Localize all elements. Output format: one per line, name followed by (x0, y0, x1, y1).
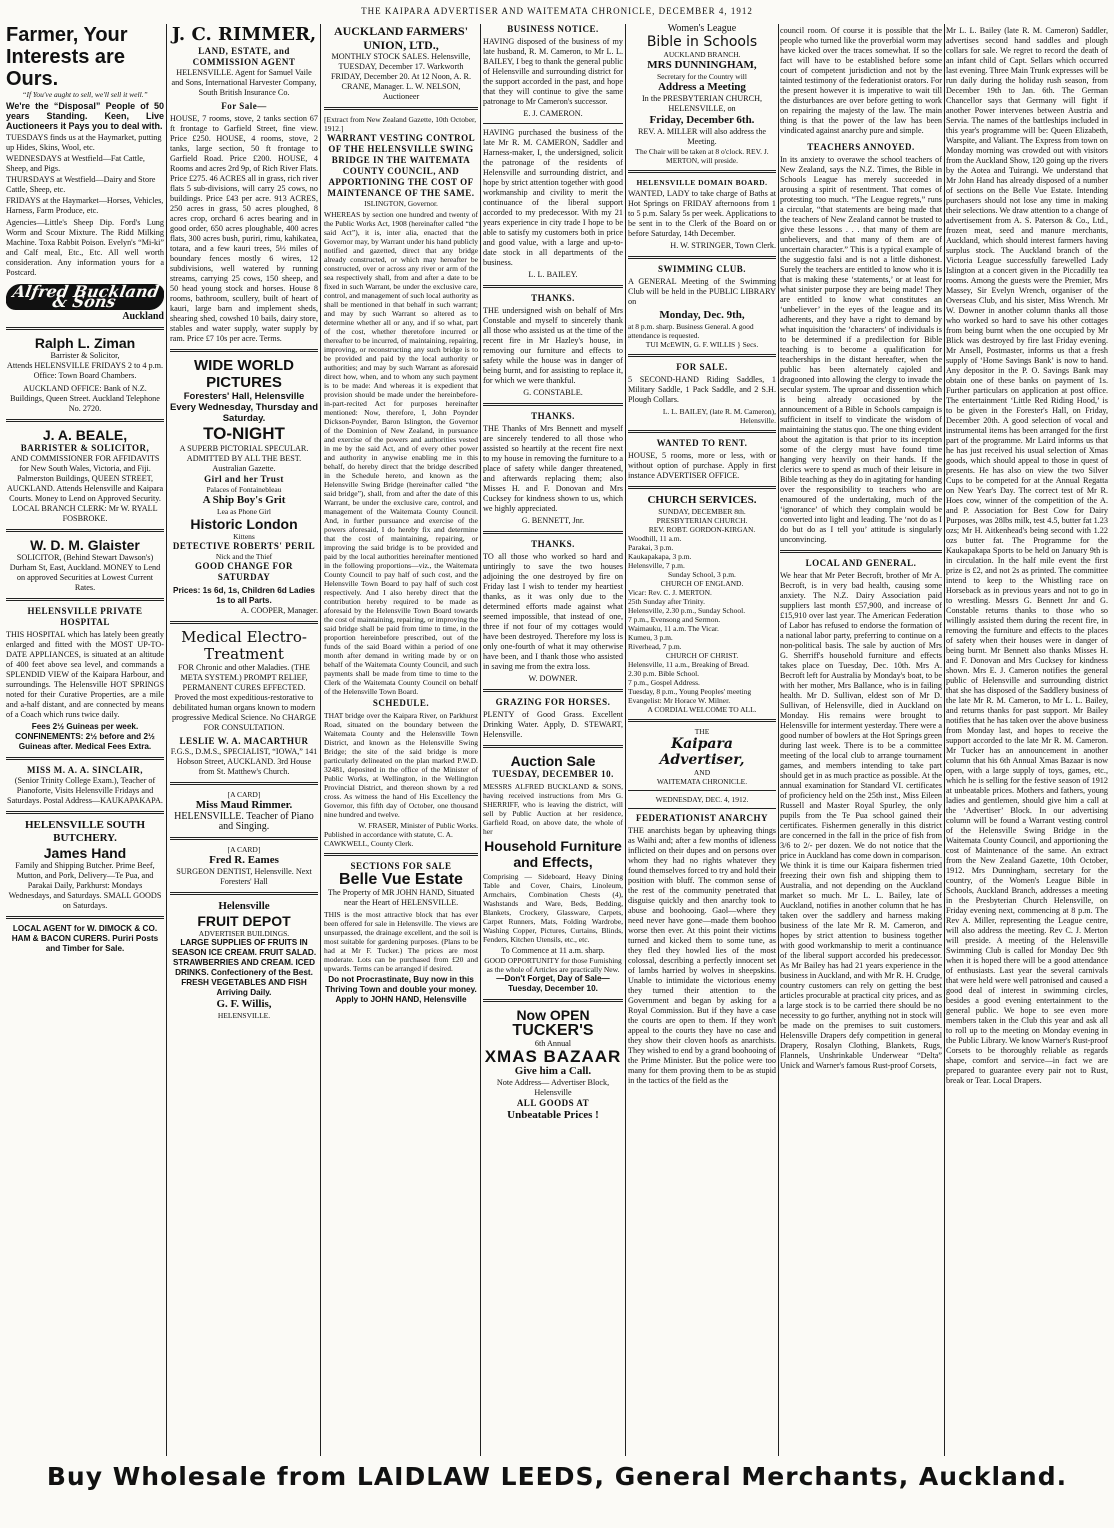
church-list-item: Helensville, 11 a.m., Breaking of Bread. (628, 660, 749, 669)
league-role: Secretary for the Country will (657, 72, 747, 81)
thanks-signature: W. DOWNER. (528, 674, 578, 683)
bellevue-title: Belle Vue Estate (339, 871, 463, 888)
ziman-role: Barrister & Solicitor, (50, 351, 120, 360)
column-rule (480, 24, 481, 1456)
bazaar-call: Give him a Call. (514, 1065, 592, 1077)
bailey-notice-text: HAVING purchased the business of the late Mr R. M. CAMERON, Saddler and Harness-maker, I, the undersigned, solicit the patronage of the residents of Helensville and surrounding district, and hope by strict attention together with good workmanship and civility to merit the continuance of the liberal support accorded to my predecessor. With my 21 years experience in city trade I hope to be able to satisfy my customers both in price and good value, with a large and up-to-date stock in all departments of the business. (483, 128, 623, 267)
teachers-title: TEACHERS ANNOYED. (807, 142, 915, 152)
swim-date: Monday, Dec. 9th, (659, 309, 745, 321)
rent-text: HOUSE, 5 rooms, more or less, with or without option of purchase. Apply in first instance ADVERTISER OFFICE. (628, 451, 776, 480)
business-notice-signature: E. J. CAMERON. (523, 109, 583, 118)
league-kicker: Women's League (667, 24, 737, 34)
paper-and: AND (693, 768, 711, 777)
rimmer-body: HELENSVILLE. Agent for Samuel Vaile and Sons, International Harvester Company, South British Insurance Co. (171, 68, 317, 97)
bazaar-open: Now OPEN (516, 1007, 590, 1023)
depot-owner: G. F. Willis, (216, 998, 272, 1010)
league-name: MRS DUNNINGHAM, (647, 59, 757, 71)
church-list-item: 25th Sunday after Trinity. (628, 597, 706, 606)
bailey-notice-signature: L. L. BAILEY. (528, 270, 578, 279)
swim-text: A GENERAL Meeting of the Swimming Club will be held in the PUBLIC LIBRARY on (628, 277, 776, 306)
gazette-head: [Extract from New Zealand Gazette, 10th October, 1912.] (324, 115, 477, 133)
swim-time: at 8 p.m. sharp. Business General. A good attendance is requested. (628, 322, 754, 340)
church-title: CHURCH SERVICES. (647, 494, 757, 506)
maud-rimmer-name: Miss Maud Rimmer. (195, 799, 293, 811)
league-miller: REV. A. MILLER will also address the Meeting. (637, 127, 767, 146)
paper-the: THE (694, 727, 710, 736)
column-rule (944, 24, 945, 1456)
beale-role: BARRISTER & SOLICITOR, (20, 443, 150, 453)
church-christ: CHURCH OF CHRIST. (665, 651, 739, 660)
sale-title: FOR SALE. (676, 362, 728, 372)
depot-body: LARGE SUPPLIES OF FRUITS IN SEASON ICE CREAM. FRUIT SALAD. STRAWBERRIES AND CREAM. ICED DRINKS. Confectionery of the Best. FRESH VEGETABLES AND FISH Arriving Daily. (171, 938, 317, 997)
sales-item: TUESDAYS finds us at the Haymarket, putting up Hides, Skins, Wool, etc. (6, 133, 162, 152)
maud-rimmer-body: HELENSVILLE. Teacher of Piano and Singing. (174, 811, 314, 832)
schedule-title: SCHEDULE. (372, 698, 430, 708)
depot-owner-place: HELENSVILLE. (217, 1011, 271, 1020)
church-england: CHURCH OF ENGLAND. (660, 579, 744, 588)
local-notes: Mr L. L. Bailey (late R. M. Cameron) Saddler, advertises second hand saddles and plough collars for sale. We regret to record the death of an infant child of Capt. Sellars which occurred last evening. Three Main Trunk expresses will be run daily during the holiday rush season, from December 19th to Jan. 6th. The German Chancellor says that Germany will fight if another Power intervenes between Austria and Servia. The names of the battleships included in this year's programme will be: Queen Elizabeth, Warspite, and Valiant. The Express from town on Monday morning was crowded out with visitors from the Auckland Show, 120 going up the rivers by the Aotea and Tuirangi. We understand that Mr John Hand has already disposed of a number of sections on the Belle Vue Estate. Intending purchasers should not lose any time in making their selections. We draw attention to a change of advertisement from A. S. Paterson & Co., Ltd., frozen meat, seed and manure merchants, Auckland, which should interest farmers having surplus stock. The Auckland branch of the Victoria League successfully farewelled Lady Islington at a concert given in the Piccadilly tea rooms. Among the guests were the Premier, Mrs Massey, Sir Evelyn Wrench, organiser of the Overseas Club, and his sister, Miss Wrench. Mr W. Downer in another column thanks all those who worked so hard to save his other cottages from being burnt when the one occupied by Mr Blick was destroyed by fire last Friday evening. Mr Ansell, Postmaster, informs us that a fresh supply of ‘Home Savings Bank’ is now to hand. Any depositor in the P. O. Savings Bank may obtain one of these banks on payment of 1s. Further particulars on application at post office. The entertainment ‘Little Red Riding Hood,’ is to be given in the Forester's Hall, on Friday, December 20th. A good selection of vocal and instrumental items has been arranged for the first part of the programme. Mr Laird informs us that he has just received his usual selection of Xmas goods, which should appeal to those in quest of presents. He has also on view the two Silver Cups to be competed for at the Annual Regatta on New Year's Day. The correct test of Mr R. Hoes cow, winner of the competition of the A. and P. Association for Best Cow for Dairy Purposes, was 28lbs milk, test 4.5, butter fat 1.23 ozs; Mr H. Aitkenhead's being second with 1.22 ozs butter fat. The Programme for the Kaukapakapa Sports to be held on January 9th is in circulation. In the half mile event the first prize is £2, and not 2s as printed. The committee intend to keep to the Whistling race on Horseback as in previous years and not to go in to wrestling. Messrs G. Bennett Jnr and G. Constable returns thanks to those who so willingly assisted them during the recent fire, in removing the furniture and effects to the places of safety when their houses were in danger of being burnt. Mr Bennett also thanks Misses H. and F. Donovan and Mrs Cucksey for kindness shown. Mrs E. J. Cameron notifies the general public of Helensville and surrounding district that she has disposed of the Saddlery business of the late Mr R. M. Cameron, to Mr L. L. Bailey, and returns thanks for past support. Mr Bailey notifies that he has taken over the above business from Monday last, and hopes to receive the support accorded to the late Mr R. M. Cameron. Mr Tucker has an announcement in another column that his 6th Annual Xmas Bazaar is now open, with a large supply of toys, games, etc., which he is selling for the festive season of 1912 at unbeatable prices. Mothers and fathers, young ladies and gentlemen, should give him a call at the ‘Advertiser’ Block. In our advertising column will be found a Warrant vesting control of the Helensville Swing Bridge in the Waitemata County Council, and apportioning the cost of Maintenance of the same. An extract from the New Zealand Gazette, 10th October, 1912. Mrs Dunningham, secretary for the country, of the Women's League Bible in Schools, Auckland Branch, addresses a meeting in the Presbyterian Church Helensville, on Friday evening next, commencing at 8 p.m. The Rev A. Miller, representing the League centre, will also address the meeting. Rev C. J. Merton will preside. A meeting of the Helensville Swimming Club is called for Monday Dec 9th when it is hoped there will be a good attendance of enthusiasts. Last year the several carnivals that were held were well patronised and caused a good deal of interest in swimming circles, besides a good evening entertainment to the general public. We hope to see even more members taken in the Club this year and ask all to roll up to the meeting on Monday evening in the Public Library. We know Warner's Rust-proof Corsets to be thoroughly reliable as regards shape, comfort and service—in fact we are prepared to guarantee every pair not to Rust, break or Tear. Local Drapers. (946, 26, 1108, 1085)
domain-text: WANTED, LADY to take charge of Baths at Hot Springs on FRIDAY afternoons from 1 to 5 p.m. Salary 5s per week. Applications to be sent in to the Clerk of the Board on or before Saturday, 14th December. (628, 189, 776, 238)
church-list-item: Woodhill, 11 a.m. (628, 534, 682, 543)
column-5 (628, 24, 776, 1456)
column-7 (946, 24, 1108, 1456)
thanks-signature: G. CONSTABLE. (523, 388, 583, 397)
church-list-item: Riverhead, 7 p.m. (628, 642, 682, 651)
church-list-item: Helensville, 7 p.m. (628, 561, 685, 570)
bazaar-name: TUCKER'S (512, 1022, 594, 1039)
business-notice-text: HAVING disposed of the business of my late husband, R. M. Cameron, to Mr L. L. BAILEY, I beg to thank the general public of Helensville and surrounding district for the support accorded in the past, and hope that they will continue to give the same patronage to Mr Cameron's successor. (483, 37, 623, 106)
sinclair-body: (Senior Trinity College Exam.), Teacher of Pianoforte, Visits Helensville Fridays and Saturdays. Postal Address—KAUKAPAKAPA. (7, 776, 163, 805)
gazette-governor: ISLINGTON, Governor. (364, 199, 438, 208)
bellevue-kicker: SECTIONS FOR SALE (350, 861, 452, 871)
business-notice-title: BUSINESS NOTICE. (507, 24, 599, 34)
domain-signature: H. W. STRINGER, Town Clerk. (670, 241, 776, 250)
column-6 (780, 24, 942, 1456)
schedule-text: THAT bridge over the Kaipara River, on Parkhurst Road, situated on the boundary between the Waitemata County and the Helensville Town District, and known as the Helensville Swing Bridge; the site of the said bridge is more particularly delineated on the plan marked P.W.D. 32481, deposited in the office of the Minister of Public Works, at Wellington, in the Wellington Provincial District, and thereon shown by a red cross. As witness the hand of His Excellency the Governor, this fifth day of October, one thousand nine hundred and twelve. (324, 711, 478, 819)
farmers-union-body: MONTHLY STOCK SALES. Helensville, TUESDAY, December 17. Warkworth FRIDAY, December 20. At 12 Noon, A. R. CRANE, Manager. L. W. NELSON, Auctioneer (330, 52, 472, 101)
church-list-item: Vicar: Rev. C. J. MERTON. (628, 588, 712, 597)
bazaar-annual: 6th Annual (534, 1039, 572, 1048)
farmers-union-title: AUCKLAND FARMERS' UNION, LTD., (333, 24, 469, 52)
masthead-date: DECEMBER 4, 1912 (658, 6, 753, 16)
bellevue-body: The Property of MR JOHN HAND, Situated near the Heart of HELENSVILLE. (327, 888, 475, 907)
church-list-item: 2.30 p.m. Bible School. (628, 669, 700, 678)
manager-name: A. COOPER, Manager. (240, 606, 318, 615)
church-list-item: Kumeu, 3 p.m. (628, 633, 673, 642)
paper-subtitle: WAITEMATA CHRONICLE. (656, 777, 748, 786)
column-4 (483, 24, 623, 1456)
rent-title: WANTED TO RENT. (656, 438, 748, 448)
bellevue-text: THIS is the most attractive block that has ever been offered for sale in Helensville. The views are unsurpassed, the drainage excellent, and the soil is most suitable for gardening purposes. (Plans to be had at Mr F. Tucker.) The prices are most moderate. Lots can be purchased from £20 and upwards. Terms can be arranged if desired. (324, 910, 478, 973)
domain-title: HELENSVILLE DOMAIN BOARD. (636, 178, 768, 187)
federationist-continued: council room. Of course it is possible that the people who turned like the proverbial worm may have kicked over the traces somewhat. If so the fact will have to be established before some court of competent jurisdiction and not by the tainted testimony of the federationist orators. For the present however it is imperative to wait till the disturbances are over before getting to work on repairing the majesty of the law. The main thing is that the power of the law has been vindicated against anarchy pure and simple. (780, 26, 942, 135)
depot-town: Helensville (218, 900, 270, 912)
macarthur-name: LESLIE W. A. MACARTHUR (179, 736, 309, 746)
thanks-title: THANKS. (531, 539, 575, 549)
ziman-office: AUCKLAND OFFICE: Bank of N.Z. Buildings, Queen Street. Auckland Telephone No. 2720. (10, 384, 160, 413)
property-listings: HOUSE, 7 rooms, stove, 2 tanks section 67 ft frontage to Garfield Street, fine view. Price £250. HOUSE, 4 rooms, stove, 2 tanks, large section, 50 ft frontage to Garfield Road. Price £200. HOUSE, 4 Rooms and acres 2rd 9p, of Rich River Flats. Price £275. 46 ACRES all in grass, rich river flats 5 sub-divisions, will carry 25 cows, no buildings. Price £43 per acre. 913 ACRES, 250 acres in grass, 50 acres ploughed, 8 acres crop, orchard 6 acres bearing and in good order, 650 acres ploughable, 400 acres flats, 300 acres bush, puriri, rimu, kahikatea, totara, and a few kauri trees, 5½ miles of boundary fences mostly 6 wires, 12 subdivisions, well watered by running streams, carrying 25 cows, 150 sheep, and 50 head young stock and horses. House 8 rooms, bathroom, scullery, built of heart of kauri, large barn and implement sheds, shearing shed, cowshed 10 bails, dairy store, stables and water supply, water supply by ram. Price £7 10s per acre. Terms. (170, 114, 318, 343)
church-list-item: 7 p.m., Evensong and Sermon. (628, 615, 721, 624)
church-list-item: Sunday School, 3 p.m. (668, 570, 736, 579)
thanks-title: THANKS. (531, 293, 575, 303)
bazaar-goods: ALL GOODS AT (516, 1098, 590, 1108)
card-label: [A CARD] (227, 790, 261, 799)
column-rule (166, 24, 167, 1456)
church-date: SUNDAY, DECEMBER 8th. (658, 507, 746, 516)
prices-text: Prices: 1s 6d, 1s, Children 6d Ladies 1s to all Parts. (173, 586, 315, 605)
butchery-body: Family and Shipping Butcher. Prime Beef, Mutton, and Pork, Delivery—Te Pua, and Parakai Daily, Parkhurst: Mondays Wednesdays, and Saturdays. SMALL GOODS on Saturdays. (8, 861, 162, 910)
farmer-body: We're the “Disposal” People of 50 years Standing. Keen, Live Auctioneers it Pays you to deal with. (6, 101, 164, 131)
auction-title: Auction Sale (510, 753, 596, 769)
auction-text: MESSRS ALFRED BUCKLAND & SONS, having received instructions from Mrs G. SHERRIFF, who is leaving the district, will sell by Public Auction at her residence, Garfield Road, on above date, the whole of her (483, 782, 623, 836)
auction-date: TUESDAY, DECEMBER 10. (492, 769, 614, 779)
thanks-text: THE undersigned wish on behalf of Mrs Constable and myself to sincerely thank all those who assisted us at the time of the recent fire in Mr Hazley's house, in removing our furniture and effects to safety while the house was in danger of being burnt, and for assisting to replace it, for which we were thankful. (483, 306, 623, 385)
thanks-title: THANKS. (531, 411, 575, 421)
household-text: Comprising — Sideboard, Heavy Dining Table and Cover, Chairs, Linoleum, Armchairs, Combination Chests (4), Washstands and Ware, Beds, Bedding, Blankets, Crockery, Glassware, Carpets, Carpet Runners, Mats, Folding Wardrobe, Washing Copper, Pictures, Curtains, Blinds, Fenders, Kitchen Utensils, etc., etc. (483, 872, 623, 944)
gazette-title: WARRANT VESTING CONTROL OF THE HELENSVILLE SWING BRIDGE IN THE WAITEMATA COUNTY COUNCIL, AND APPORTIONING THE COST OF MAINTENANCE OF THE SAME. (326, 133, 476, 198)
church-list-item: Waimauku, 11 a.m. The Vicar. (628, 624, 719, 633)
butchery-title: HELENSVILLE SOUTH BUTCHERY. (24, 819, 146, 844)
local-general-text: We hear that Mr Peter Becroft, brother of Mr A. Becroft, is in very bad health, causing some anxiety. The N.Z. Dairy Association paid suppliers last month £57,900, and increase of £15,910 over last year. The American Federation of Labor has refused to endorse the formation of a national labor party, preferring to continue on a non-political basis. The sale by auction of Mrs G. Sherriff's household furniture and effects takes place on Tuesday, Dec. 10th. Mrs A. Becroft left for Australia by Monday's boat, to be with her mother, Mrs Ballance, who is in failing health. Mr D. Sullivan, eldest son of Mr D. Sullivan, of Helensville, died in Auckland on Monday. His remains were brought to Helensville for interment yesterday. There were a good number of bowlers at the Hot Springs green during last week. There is to be a committee meeting of the local club to arrange tournament games, and members intending to take part should get in as much practice as possible. At the annual examination for Standard VI. certificates of proficiency held on the 25th inst., Miss Eileen Russell and Master Royal Spurley, the only pupils from the Te Pua school gained their certificates. Fishermen generally in this district are concerned in the fall in the price of fish from 3/6 to 2/- per dozen. We do not notice that the price in Auckland has come down in comparison. We think it is time our Kaipara fishermen tried freezing their own fish and shipping them to Australia, and not depending on the Auckland market so much. Mr L. L. Bailey, late of Auckland, notifies in another column that he has taken over the saddlery and harness making business of the late Mr R. M. Cameron, and hopes by strict attention to business together with good workmanship to merit a continuance of the liberal support accorded his predecessor. As Mr Bailey has had 21 years experience in the business in Auckland, and with Mr R. H. Crudge, country customers can rely on getting the best articles procurable at practical city prices, and as a large stock is to be carried there should be no necessity to go further, anything not in stock will be made on the premises to suit customers. Helensville Drapers defy competition in general Drapery, Rosalyn Clothing, Blankets, Rugs, Flannels, Unshrinkable Underwear “Delta” Unick and Warner's famous Rust-proof Corsets, (780, 571, 942, 1070)
film-item: Girl and her Trust (204, 474, 284, 484)
dimock-text: LOCAL AGENT for W. DIMOCK & CO. HAM & BACON CURERS. Puriri Posts and Timber for Sale. (11, 924, 159, 953)
sales-item: WEDNESDAYS at Westfield—Fat Cattle, Sheep, and Pigs. (6, 154, 145, 173)
film-item: Kittens (233, 532, 255, 541)
film-item: A Ship Boy's Grit (202, 494, 286, 506)
ziman-name: Ralph L. Ziman (34, 335, 136, 351)
league-date: Friday, December 6th. (649, 114, 755, 126)
eames-name: Fred R. Eames (209, 854, 279, 866)
rimmer-role: LAND, ESTATE, and COMMISSION AGENT (192, 46, 296, 67)
church-list-item: Helensville, 2.30 p.m., Sunday School. (628, 606, 746, 615)
league-title: Bible in Schools (646, 34, 758, 50)
film-item: Palaces of Fontainebleau (206, 485, 282, 494)
church-list-item: Parakai, 3 p.m. (628, 543, 674, 552)
church-list-item: A CORDIAL WELCOME TO ALL. (647, 705, 757, 714)
grazing-title: GRAZING FOR HORSES. (495, 697, 611, 707)
church-presbyterian-rev: REV. ROBT. GORDON-KIRGAN. (648, 525, 756, 534)
federationist-title: FEDERATIONIST ANARCHY (636, 813, 768, 823)
column-rule (625, 24, 626, 1456)
federationist-text: THE anarchists began by upheaving things as Waihi and; after a few months of idleness inflicted on their dupes and on persons over whom they had no rights whatever they found themselves forced to try and hold their position with bluff. The common sense of the rest of the community penetrated that disguise quickly and then anarchy took to abuse and boohooing. Gaol—where they need never have gone—made them boohoo worse then ever. At this point their victims turned and kicked them to some tune, as they fled they howled lies of the most colossal, describing a perfectly innocent set of lambs harried by wolves in sheepskins. Unable to intimidate the victorious enemy they turned their attention to the Government and began by asking for a Royal Commission. But if they have a case the courts are open to them. If they won't appeal to the courts they have no case and they show their cloven hoofs as anarchists. They wished to end by a grand boohooing of the Prime Minister. But the police were too many for them proving them to be as stupid in the tactics of the field as the (628, 826, 776, 1085)
beale-body: AND COMMISSIONER FOR AFFIDAVITS for New South Wales, Victoria, and Fiji. Palmerston Buildings, QUEEN STREET, AUCKLAND. Attends Helensville and Kaipara Courts. Money to Lend on Approved Security. LOCAL BRANCH CLERK: Mr W. RYALL FOSBROKE. (6, 454, 164, 523)
column-3 (324, 24, 478, 1456)
sinclair-name: MISS M. A. A. SINCLAIR, (26, 765, 144, 775)
teachers-text: In its anxiety to overawe the school teachers of New Zealand, says the N.Z. Times, the Bible in Schools League has merely succeeded in arousing a spirit of resentment. That comes of protesting too much. “The League regrets,” runs a circular, “that statements are being made that the teachers of New Zealand cannot be trusted to give these lessons . . . that many of them are unbelievers, and that many of them are of uncertain character.” This is a typical example of the suggestio falsi and is not a little dishonest. Surely the teachers are entitled to know who it is that is making these ‘statements,’ or at least for what sinister purpose they are being made! They are entitled to know what constitutes an ‘unbeliever’ in the eyes of the league and its adherents, and they have a right to demand by what inquisition the ‘characters’ of individuals is to be determined if a predilection for Bible teaching is to become a qualification for teacherships in the distant hereafter, when the public has been alternately cajoled and dragooned into allowing the clergy to invade the secular system. The uproar and dissention which is being already occasioned by the announcement of a Bible in Schools campaign is sufficient in itself to vindicate the wisdom of maintaining the status quo. The one thing evident about the agitation is that prior to its inception some of the clergy must have found time hanging very heavily on their hands. If the clerics were to spend as much of their leisure in Bible teaching as they do in agitating for handing over the responsibility to teachers who are enamoured of the undertaking, much of the ‘ignorance’ of which they complain would be converted into light and leading. The ‘not do as I do but do as I tell you’ attitude is singularly unconvincing. (780, 155, 942, 544)
column-1 (6, 24, 164, 1456)
masthead (0, 6, 1114, 16)
glaister-body: SOLICITOR, (Behind Stewart Dawson's) Durham St, East, Auckland. MONEY to Lend on approved Securities at Lowest Current Rates. (9, 553, 161, 592)
card-label: [A CARD] (227, 845, 261, 854)
logo-place: Auckland (122, 311, 164, 322)
medical-title: Medical Electro-Treatment (181, 628, 307, 663)
local-general-title: LOCAL AND GENERAL. (805, 558, 917, 568)
league-branch: AUCKLAND BRANCH. (663, 50, 741, 59)
film-item: DETECTIVE ROBERTS' PERIL (172, 541, 316, 551)
church-presbyterian: PRESBYTERIAN CHURCH. (656, 516, 748, 525)
masthead-title: THE KAIPARA ADVERTISER AND WAITEMATA CHRONICLE, (361, 6, 656, 16)
thanks-text: THE Thanks of Mrs Bennett and myself are sincerely tendered to all those who assisted so heartily at the recent fire next to my house in removing the furniture to a place of safety while danger threatened, and afterwards replacing them; also Misses H. and F. Donovan and Mrs Cucksey for kindness shown to us, which we highly appreciated. (483, 424, 623, 513)
sale-text: 5 SECOND-HAND Riding Saddles, 1 Military Saddle, 1 Pack Saddle, and 2 S.H. Plough Collars. (628, 375, 776, 404)
sale-signature: L. L. BAILEY, (late R. M. Cameron), Helensville. (662, 407, 776, 425)
macarthur-body: F.G.S., D.M.S., SPECIALIST, “IOWA,” 141 Hobson Street, AUCKLAND. 3rd House from St. Matthew's Church. (170, 747, 318, 776)
gazette-text: WHEREAS by section one hundred and twenty of the Public Works Act, 1908 (hereinafter called “the said Act”), it is, inter alia, enacted that the Governor may, by Warrant under his hand publicly notified and gazetted, direct that any bridge already constructed, or which may hereafter be constructed, over or across any river or arm of the sea respectively shall, from and after a date to be fixed in such Warrant, be under the exclusive care, control, and management of such local authority as shall be mentioned in that behalf in such warrant; and may by such Warrant so altered as to determine whether all or any, and if so what, part of the cost, whether theretofore incurred or thereafter to be incurred, of maintaining, repairing, improving, or reconstructing any such bridge is to be provided and paid by the local authority or authorities; and may by such Warrant as aforesaid direct how, when, and to whom any such payment is to be made: And whereas it is expedient that provision should be made under the hereinbefore-in-part-recited Act for purposes hereinafter mentioned: Now, therefore, I, John Poynder Dickson-Poynder, Baron Islington, the Governor of the Dominion of New Zealand, in pursuance and exercise of the powers and authorities vested in me by the said Act, and of every other power and authority in anywise enabling me in this behalf, do hereby direct that the bridge described in the Schedule hereto, and known as the Helensville Swing Bridge (hereinafter called “the said bridge”), shall, from and after the date of this Warrant, be under the exclusive care, control, and management of the Waitemata County Council. And, in further pursuance and exercise of the powers aforesaid, I do hereby fix and determine that the cost of maintaining, repairing, or improving the said bridge is to be provided and paid by the local authorities hereinafter mentioned in the following proportions—viz., the Waitemata County Council to pay half of such cost, and the Helensville Town Board to pay half of such cost respectively. And I also hereby direct that the contribution hereby required to be made as aforesaid by the Helensville Town Board towards the cost of maintaining, repairing, or improving the said bridge shall be paid from time to time, in the proportion hereinbefore prescribed, out of the funds of the said Board within a period of one month after demand in writing made by or on behalf of the Waitemata County Council, and such payments shall be made from time to time to the Clerk of the Waitemata County Council on behalf of the Helensville Town Board. (324, 210, 478, 696)
column-rule (320, 24, 321, 1456)
film-item: Historic London (190, 516, 298, 532)
bazaar-title: XMAS BAZAAR (484, 1047, 622, 1066)
church-list-item: Evangelist: Mr Horace W. Milner. (628, 696, 731, 705)
glaister-name: W. D. M. Glaister (30, 537, 140, 553)
saturday-change: GOOD CHANGE FOR SATURDAY (194, 561, 293, 582)
thanks-signature: G. BENNETT, Jnr. (521, 516, 585, 525)
hospital-title: HELENSVILLE PRIVATE HOSPITAL (27, 606, 143, 627)
agencies-text: Agencies—Little's Sheep Dip. Ford's Lung Worm and Scour Mixture. The Ridd Milking Machine. Toxa Rabbit Poison. Evelyn's “Mi-ki” and Calf meal, Etc., Etc. All well worth consideration. Any information yours for a Postcard. (6, 218, 164, 277)
schedule-published: Published in accordance with statute, C. A. CAWKWELL, County Clerk. (324, 830, 453, 848)
rimmer-name: J. C. RIMMER, (171, 24, 317, 45)
bellevue-foot: Do not Procrastinate, Buy now in this Thriving Town and double your money. Apply to JOHN HAND, Helensville (325, 975, 477, 1004)
sales-item: THURSDAYS at Westfield—Dairy and Store Cattle, Sheep, etc. (6, 175, 156, 194)
film-item: Lea as Phone Girl (217, 507, 271, 516)
bazaar-prices: Unbeatable Prices ! (507, 1109, 599, 1121)
auction-forget: —Don't Forget, Day of Sale— Tuesday, December 10. (496, 974, 610, 993)
paper-title: Kaipara Advertiser, (659, 736, 745, 768)
butchery-name: James Hand (43, 845, 127, 861)
thanks-text: TO all those who worked so hard and untiringly to save the two houses adjoining the one destroyed by fire on Friday last I wish to tender my heartiest thanks, as it was only due to the determined efforts made against what seemed impossible, that instead of one, three if not four of my cottages would have been destroyed. Therefore my loss is only one-fourth of what it may otherwise have been, and I thank those who assisted in saving me from the extra loss. (483, 552, 623, 671)
auction-opportunity: GOOD OPPORTUNITY for those Furnishing as the whole of Articles are practically New. (484, 956, 622, 974)
paper-date: WEDNESDAY, DEC. 4, 1912. (655, 795, 749, 804)
column-rule (778, 24, 779, 1456)
sales-item: FRIDAYS at the Haymarket—Horses, Vehicles, Harness, Farm Produce, etc. (6, 196, 164, 215)
for-sale-heading: For Sale— (221, 101, 267, 111)
footer-banner: Buy Wholesale from LAIDLAW LEEDS, General Merchants, Auckland. (46, 1462, 1068, 1491)
hospital-fees: Fees 2½ Guineas per week. CONFINEMENTS: 2½ before and 2½ Guineas after. Medical Fees Extra. (15, 722, 155, 751)
swim-secretaries: TUI McEWIN, G. F. WILLIS } Secs. (645, 340, 759, 349)
tonight-body: A SUPERB PICTORIAL SPECULAR. ADMITTED BY ALL THE BEST. Australian Gazette. (179, 444, 309, 473)
ziman-body: Attends HELENSVILLE FRIDAYS 2 to 4 p.m. Office: Town Board Chambers. (6, 361, 164, 380)
household-title: Household Furniture and Effects, (484, 838, 622, 870)
church-list-item: Kaukapakapa, 3 p.m. (628, 552, 692, 561)
schedule-signature: W. FRASER, Minister of Public Works. (358, 821, 478, 830)
eames-body: SURGEON DENTIST, Helensville. Next Foresters' Hall (176, 867, 312, 886)
pictures-body: Foresters' Hall, Helensville Every Wednesday, Thursday and Saturday. (170, 391, 318, 424)
depot-title: FRUIT DEPOT (197, 913, 291, 929)
bazaar-address: Note Address— Advertiser Block, Helensville (496, 1078, 610, 1097)
church-list-item: Tuesday, 8 p.m., Young Peoples' meeting (628, 687, 752, 696)
auction-time: To Commence at 11 a.m. sharp. (501, 946, 605, 955)
swim-title: SWIMMING CLUB. (657, 264, 746, 274)
church-list-item: 7 p.m., Gospel Address. (628, 678, 700, 687)
sales-list (6, 133, 164, 216)
buckland-logo: Alfred Buckland & Sons (6, 284, 164, 310)
pictures-title: WIDE WORLD PICTURES (194, 357, 294, 391)
medical-body: FOR Chronic and other Maladies. (THE META SYSTEM.) PROMPT RELIEF, PERMANENT CURES EFFECTED. Proved the most expeditious-restorative to debilitated human organs known to modern progressive Medical Science. No CHARGE FOR CONSULTATION. (172, 663, 316, 732)
league-place: In the PRESBYTERIAN CHURCH, HELENSVILLE, on (641, 94, 763, 113)
league-address: Address a Meeting (658, 81, 746, 93)
hospital-body: THIS HOSPITAL which has lately been greatly enlarged and fitted with the MOST UP-TO-DATE APPLIANCES, is situated at an altitude of 400 feet above sea level, and commands a SPLENDID VIEW of the Kaipara Harbour, and surroundings. The Helensville HOT SPRINGS noted for their Curative Properties, are a mile and a-half distant, and are connected by means of a Coach which runs twice daily. (6, 630, 164, 719)
column-2 (170, 24, 318, 1456)
farmer-quote: “If You've aught to sell, we'll sell it well.” (22, 90, 148, 99)
film-item: Nick and the Thief (215, 552, 273, 561)
grazing-text: PLENTY of Good Grass. Excellent Drinking Water. Apply, D. STEWART, Helensville. (483, 710, 623, 739)
farmer-headline: Farmer, Your Interests are Ours. (6, 24, 128, 90)
league-chair: The Chair will be taken at 8 o'clock. REV. J. MERTON, will preside. (635, 147, 769, 165)
beale-name: J. A. BEALE, (42, 427, 128, 443)
tonight-heading: TO-NIGHT (203, 424, 285, 443)
depot-sub: ADVERTISER BUILDINGS. (198, 929, 290, 938)
